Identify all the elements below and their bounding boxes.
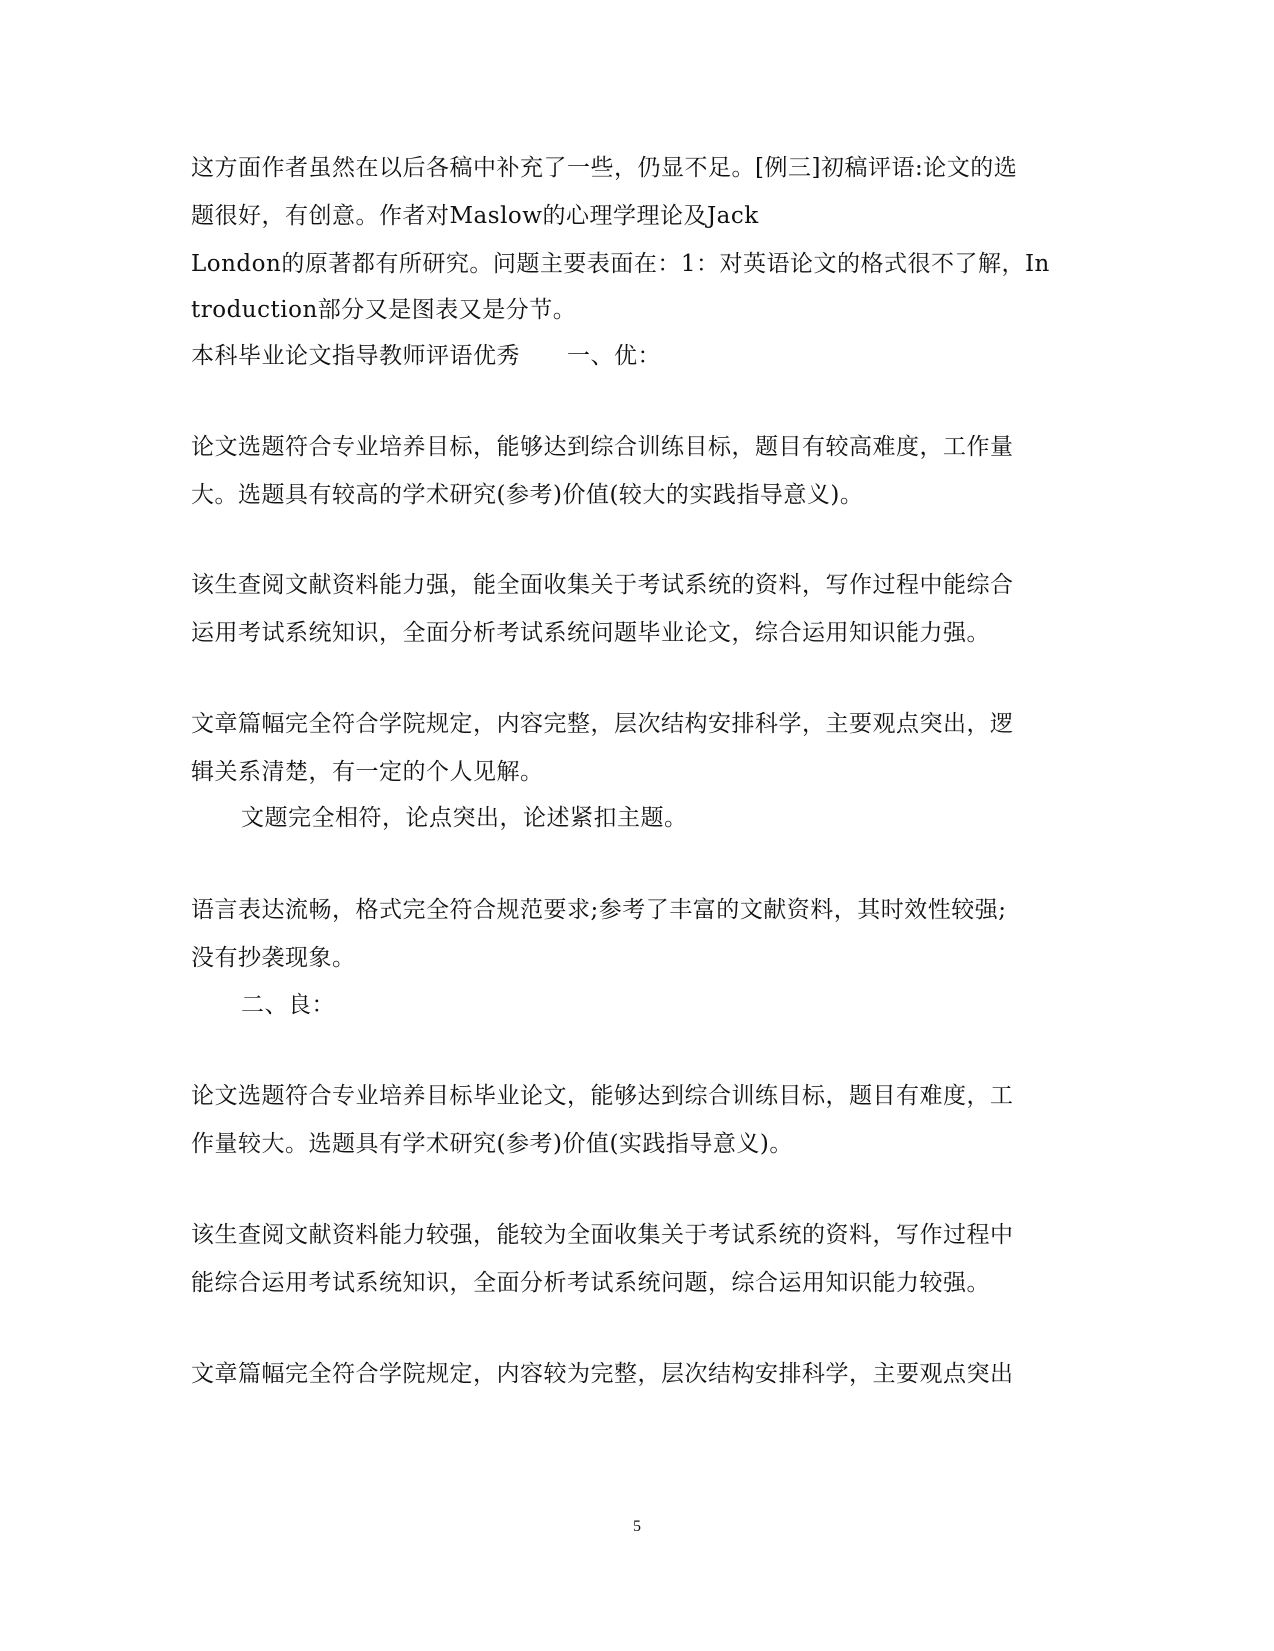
section-heading: 本科毕业论文指导教师评语优秀 一、优：: [191, 343, 661, 369]
section-heading: 二、良：: [241, 992, 335, 1018]
text-line: 文题完全相符，论点突出，论述紧扣主题。: [241, 805, 688, 831]
text-line: 文章篇幅完全符合学院规定，内容较为完整，层次结构安排科学，主要观点突出: [191, 1361, 1014, 1387]
text-line: 运用考试系统知识，全面分析考试系统问题毕业论文，综合运用知识能力强。: [191, 620, 990, 646]
text-line: 作量较大。选题具有学术研究(参考)价值(实践指导意义)。: [191, 1131, 793, 1157]
text-line: 论文选题符合专业培养目标，能够达到综合训练目标，题目有较高难度，工作量: [191, 434, 1014, 460]
text-line: 辑关系清楚，有一定的个人见解。: [191, 759, 544, 785]
text-line: 大。选题具有较高的学术研究(参考)价值(较大的实践指导意义)。: [191, 482, 864, 508]
text-line: 文章篇幅完全符合学院规定，内容完整，层次结构安排科学，主要观点突出，逻: [191, 711, 1014, 737]
text-line: 该生查阅文献资料能力较强，能较为全面收集关于考试系统的资料，写作过程中: [191, 1222, 1014, 1248]
text-line: 语言表达流畅，格式完全符合规范要求;参考了丰富的文献资料，其时效性较强;: [191, 897, 1007, 923]
text-line: 题很好，有创意。作者对Maslow的心理学理论及Jack: [191, 203, 759, 229]
text-line: troduction部分又是图表又是分节。: [191, 297, 577, 323]
text-line: 能综合运用考试系统知识，全面分析考试系统问题，综合运用知识能力较强。: [191, 1270, 990, 1296]
page-number: 5: [633, 1518, 641, 1535]
text-line: 论文选题符合专业培养目标毕业论文，能够达到综合训练目标，题目有难度，工: [191, 1083, 1014, 1109]
text-line: 该生查阅文献资料能力强，能全面收集关于考试系统的资料，写作过程中能综合: [191, 572, 1014, 598]
text-line: 没有抄袭现象。: [191, 945, 356, 971]
text-line: 这方面作者虽然在以后各稿中补充了一些，仍显不足。[例三]初稿评语:论文的选: [191, 155, 1018, 181]
text-line: London的原著都有所研究。问题主要表面在：1：对英语论文的格式很不了解，In: [191, 251, 1050, 277]
